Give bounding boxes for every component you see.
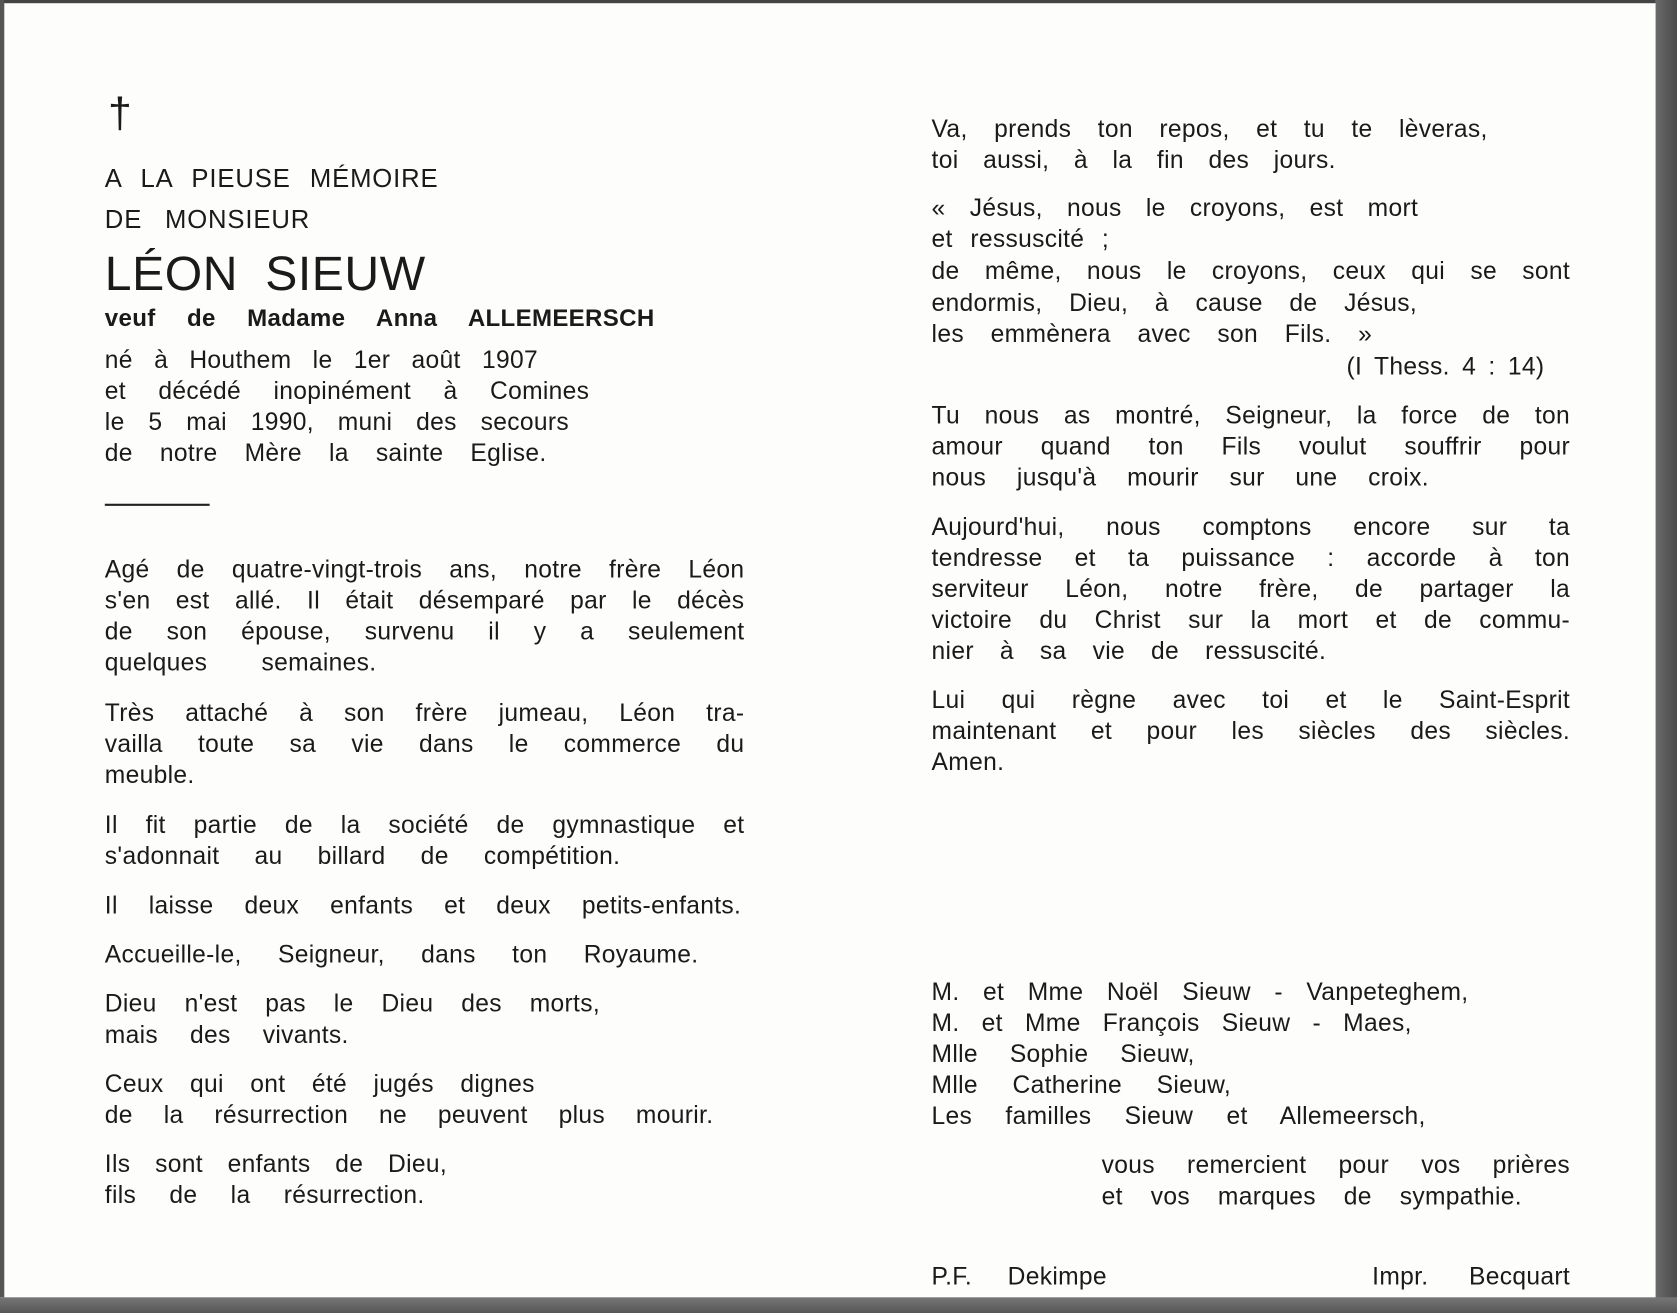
- paragraph-line: mais des vivants.: [104, 1020, 349, 1049]
- prayer-line: amour quand ton Fils voulut souffrir pour: [931, 432, 1571, 460]
- verse-line: toi aussi, à la fin des jours.: [931, 145, 1336, 174]
- quote-line: « Jésus, nous le croyons, est mort: [931, 193, 1419, 222]
- divider-rule: [105, 504, 210, 506]
- birth-line: de notre Mère la sainte Eglise.: [104, 438, 547, 467]
- paragraph-line: s'adonnait au billard de compétition.: [104, 841, 621, 870]
- memorial-heading: DE MONSIEUR: [104, 205, 311, 235]
- birth-line: né à Houthem le 1er août 1907: [104, 345, 538, 374]
- prayer-line: tendresse et ta puissance : accorde à ton: [931, 543, 1571, 572]
- citation: (I Thess. 4 : 14): [1346, 351, 1545, 380]
- memorial-heading: A LA PIEUSE MÉMOIRE: [104, 164, 439, 194]
- paragraph-line: Ceux qui ont été jugés dignes: [104, 1069, 535, 1098]
- family-line: M. et Mme Noël Sieuw - Vanpeteghem,: [931, 977, 1469, 1006]
- priest-name: P.F. Dekimpe: [931, 1262, 1107, 1290]
- cross-icon: †: [108, 89, 133, 137]
- paragraph-line: Agé de quatre-vingt-trois ans, notre frère Léon: [104, 555, 745, 583]
- prayer-line: nous jusqu'à mourir sur une croix.: [931, 463, 1429, 491]
- paragraph-line: de la résurrection ne peuvent plus mourir.: [104, 1100, 714, 1129]
- family-line: M. et Mme François Sieuw - Maes,: [931, 1008, 1412, 1037]
- birth-line: et décédé inopinément à Comines: [104, 376, 590, 405]
- thanks-line: vous remercient pour vos prières: [1101, 1150, 1571, 1179]
- scan-border-bottom: [0, 1297, 1677, 1313]
- prayer-line: Tu nous as montré, Seigneur, la force de ton: [931, 401, 1571, 429]
- scan-border-right: [1656, 0, 1677, 1313]
- paragraph-line: meuble.: [104, 760, 195, 789]
- paragraph-line: s'en est allé. Il était désemparé par le décès: [104, 586, 745, 614]
- paragraph-line: Il laisse deux enfants et deux petits-enfants.: [104, 890, 742, 919]
- deceased-name: LÉON SIEUW: [104, 245, 426, 301]
- prayer-line: nier à sa vie de ressuscité.: [931, 636, 1327, 665]
- family-line: Mlle Catherine Sieuw,: [931, 1070, 1231, 1099]
- family-line: Mlle Sophie Sieuw,: [931, 1039, 1195, 1068]
- quote-line: et ressuscité ;: [931, 224, 1110, 253]
- card-edge-left: [0, 0, 4, 1297]
- paragraph-line: vailla toute sa vie dans le commerce du: [104, 729, 745, 758]
- prayer-line: maintenant et pour les siècles des siècles.: [931, 716, 1571, 745]
- quote-line: endormis, Dieu, à cause de Jésus,: [931, 288, 1418, 317]
- birth-line: le 5 mai 1990, muni des secours: [104, 407, 569, 436]
- paragraph-line: Très attaché à son frère jumeau, Léon tra-: [104, 698, 745, 727]
- paragraph-line: Il fit partie de la société de gymnastique et: [104, 810, 745, 839]
- family-line: Les familles Sieuw et Allemeersch,: [931, 1101, 1426, 1130]
- thanks-line: et vos marques de sympathie.: [1101, 1181, 1522, 1210]
- quote-line: de même, nous le croyons, ceux qui se sont: [931, 256, 1571, 285]
- paragraph-line: Accueille-le, Seigneur, dans ton Royaume.: [104, 940, 699, 968]
- prayer-line: Amen.: [931, 747, 1005, 776]
- paragraph-line: Ils sont enfants de Dieu,: [104, 1149, 448, 1178]
- paragraph-line: Dieu n'est pas le Dieu des morts,: [104, 989, 600, 1018]
- widower-line: veuf de Madame Anna ALLEMEERSCH: [104, 304, 655, 332]
- printer-name: Impr. Becquart: [1372, 1262, 1571, 1290]
- paragraph-line: quelques semaines.: [104, 648, 377, 676]
- quote-line: les emmènera avec son Fils. »: [931, 319, 1373, 348]
- verse-line: Va, prends ton repos, et tu te lèveras,: [931, 114, 1488, 143]
- paragraph-line: de son épouse, survenu il y a seulement: [104, 617, 745, 645]
- prayer-line: victoire du Christ sur la mort et de commu-: [931, 605, 1571, 634]
- prayer-line: serviteur Léon, notre frère, de partager la: [931, 574, 1571, 603]
- card-edge-top: [0, 0, 1656, 3]
- paragraph-line: fils de la résurrection.: [104, 1180, 425, 1209]
- prayer-line: Lui qui règne avec toi et le Saint-Esprit: [931, 685, 1571, 714]
- prayer-line: Aujourd'hui, nous comptons encore sur ta: [931, 512, 1571, 541]
